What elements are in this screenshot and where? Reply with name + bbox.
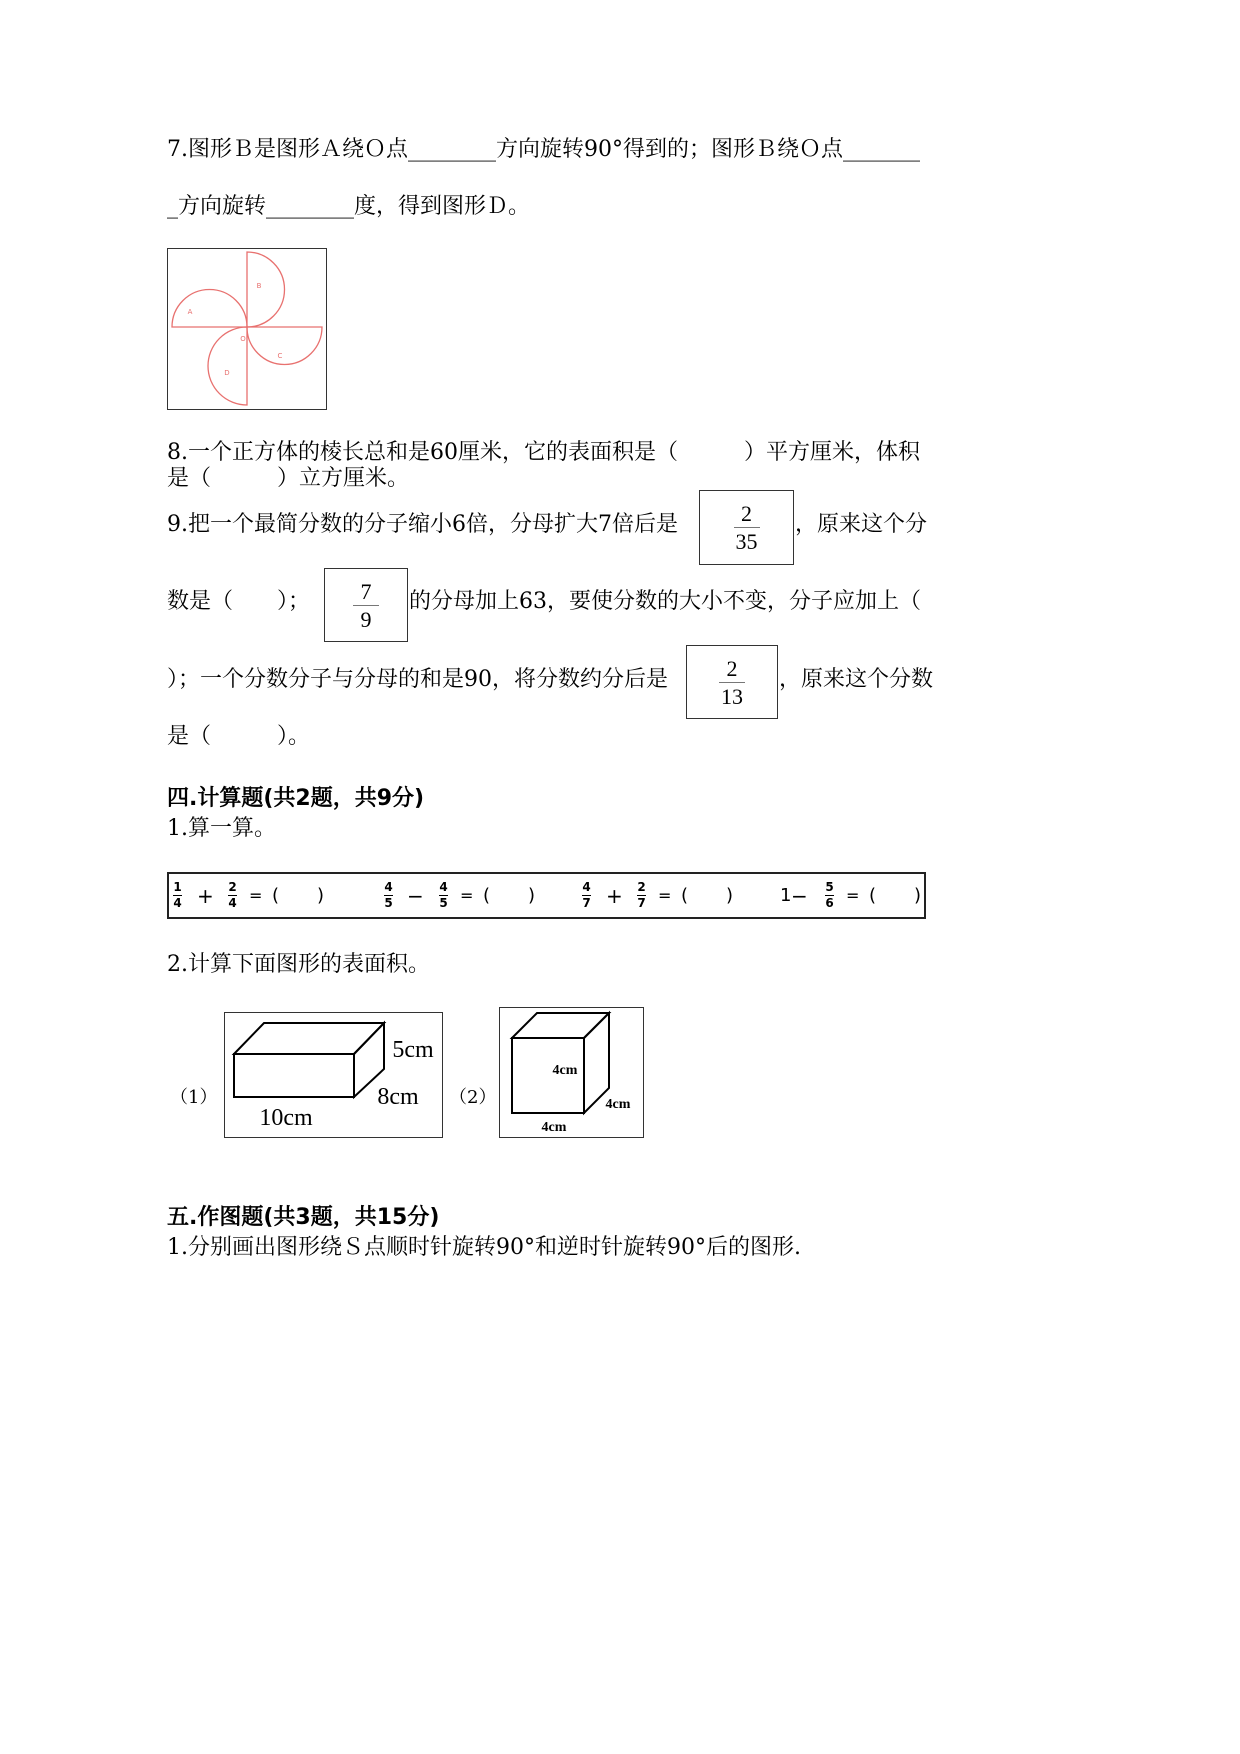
cuboid-front-face	[234, 1054, 354, 1097]
fraction-numerator: 2	[741, 501, 752, 526]
calc-item-4	[780, 874, 921, 917]
label-c: C	[277, 352, 283, 360]
cube-bottom-label: 4cm	[541, 1120, 567, 1135]
answer-paren-open: (	[483, 885, 491, 906]
answer-paren-open: (	[681, 885, 689, 906]
answer-paren-close: )	[914, 885, 922, 906]
answer-paren-close: )	[528, 885, 536, 906]
label-d: D	[224, 369, 230, 377]
q9-row1-text-after: ，原来这个分	[795, 512, 928, 537]
fraction-2-35	[734, 502, 760, 553]
plus-operator: +	[197, 883, 214, 908]
equals-sign: =	[249, 886, 263, 905]
fraction-numerator: 2	[228, 880, 237, 894]
fraction-2-13	[719, 657, 745, 708]
cube-front-label: 4cm	[552, 1063, 578, 1078]
answer-paren-close: )	[317, 885, 325, 906]
q7-line-1: 7.图形Ｂ是图形Ａ绕Ｏ点________方向旋转90°得到的；图形Ｂ绕Ｏ点_______	[167, 137, 920, 162]
fraction	[383, 881, 394, 910]
fraction-bar	[734, 527, 760, 528]
calculation-strip	[167, 872, 926, 919]
fraction	[824, 881, 835, 910]
cuboid-length-label: 10cm	[259, 1105, 313, 1131]
equals-sign: =	[460, 886, 474, 905]
equals-sign: =	[846, 886, 860, 905]
cuboid-figure	[224, 1012, 443, 1138]
answer-paren-open: (	[272, 885, 280, 906]
rotation-figure	[167, 248, 327, 410]
figure-tag-2: （2）	[449, 1087, 497, 1108]
fraction-denominator: 7	[637, 896, 646, 910]
q9-fraction-box-2	[324, 568, 408, 642]
fraction-denominator: 9	[360, 606, 372, 632]
q8-line-1: 8.一个正方体的棱长总和是60厘米，它的表面积是（ ）平方厘米，体积	[167, 440, 920, 465]
fraction-denominator: 4	[228, 896, 237, 910]
calc-item-2	[383, 874, 535, 917]
fraction	[172, 881, 183, 910]
cube-figure	[499, 1007, 644, 1138]
minus-operator: −	[791, 883, 808, 908]
q9-fraction-box-1	[699, 490, 794, 565]
equals-sign: =	[658, 886, 672, 905]
section-5-q1-label: 1.分别画出图形绕Ｓ点顺时针旋转90°和逆时针旋转90°后的图形.	[167, 1235, 801, 1260]
calc-item-3	[581, 874, 733, 917]
rotation-figure-drawing	[167, 248, 327, 410]
fraction-numerator: 5	[825, 880, 834, 894]
semicircle-c	[247, 327, 322, 364]
section-4-q1-label: 1.算一算。	[167, 816, 276, 841]
fraction-denominator: 4	[173, 896, 182, 910]
fraction-denominator: 5	[439, 896, 448, 910]
cuboid-drawing	[225, 1013, 444, 1139]
cuboid-width-label: 8cm	[377, 1084, 419, 1110]
whole-number: 1	[780, 885, 792, 906]
section-4-q2-label: 2.计算下面图形的表面积。	[167, 952, 430, 977]
fraction	[227, 881, 238, 910]
fraction-numerator: 2	[726, 655, 738, 681]
q9-row2-text-after: 的分母加上63，要使分数的大小不变，分子应加上（	[409, 589, 921, 614]
q9-row3-text-before: ）；一个分数分子与分母的和是90，将分数约分后是	[167, 667, 668, 692]
fraction-numerator: 4	[582, 880, 591, 894]
cube-drawing	[500, 1008, 645, 1139]
semicircle-a	[172, 290, 247, 328]
fraction-numerator: 1	[173, 880, 182, 894]
fraction-numerator: 4	[439, 880, 448, 894]
fraction-denominator: 5	[384, 896, 393, 910]
cube-top-face	[512, 1013, 609, 1038]
minus-operator: −	[407, 883, 424, 908]
q9-row1-text-before: 9.把一个最简分数的分子缩小6倍，分母扩大7倍后是	[167, 512, 678, 537]
fraction-denominator: 6	[825, 896, 834, 910]
calc-item-1	[172, 874, 324, 917]
cuboid-height-label: 5cm	[392, 1037, 434, 1063]
q9-fraction-box-3	[686, 645, 778, 719]
label-a: A	[187, 308, 193, 316]
cube-side-label: 4cm	[605, 1097, 631, 1112]
fraction-bar	[719, 682, 745, 683]
fraction-numerator: 4	[384, 880, 393, 894]
answer-paren-open: (	[869, 885, 877, 906]
fraction-denominator: 7	[582, 896, 591, 910]
fraction-7-9	[353, 580, 379, 631]
section-5-heading: 五.作图题(共3题，共15分)	[167, 1205, 440, 1230]
fraction-numerator: 7	[360, 578, 372, 604]
fraction-numerator: 2	[637, 880, 646, 894]
semicircle-b	[247, 252, 285, 327]
fraction	[581, 881, 592, 910]
fraction	[438, 881, 449, 910]
label-b: B	[256, 282, 262, 290]
figure-tag-1: （1）	[170, 1087, 218, 1108]
fraction-denominator: 13	[721, 683, 743, 709]
answer-paren-close: )	[726, 885, 734, 906]
q9-row4-text: 是（ ）。	[167, 724, 311, 749]
plus-operator: +	[606, 883, 623, 908]
cuboid-top-face	[234, 1023, 384, 1054]
fraction-denominator: 35	[735, 529, 758, 554]
q8-line-2: 是（ ）立方厘米。	[167, 466, 410, 491]
q9-row3-text-after: ，原来这个分数	[779, 667, 934, 692]
fraction	[636, 881, 647, 910]
q9-row2-text-before: 数是（ ）；	[167, 589, 311, 614]
section-4-heading: 四.计算题(共2题，共9分)	[167, 786, 425, 811]
label-o: O	[240, 335, 246, 343]
fraction-bar	[353, 605, 379, 606]
q7-line-2: _方向旋转________度，得到图形Ｄ。	[167, 194, 531, 219]
